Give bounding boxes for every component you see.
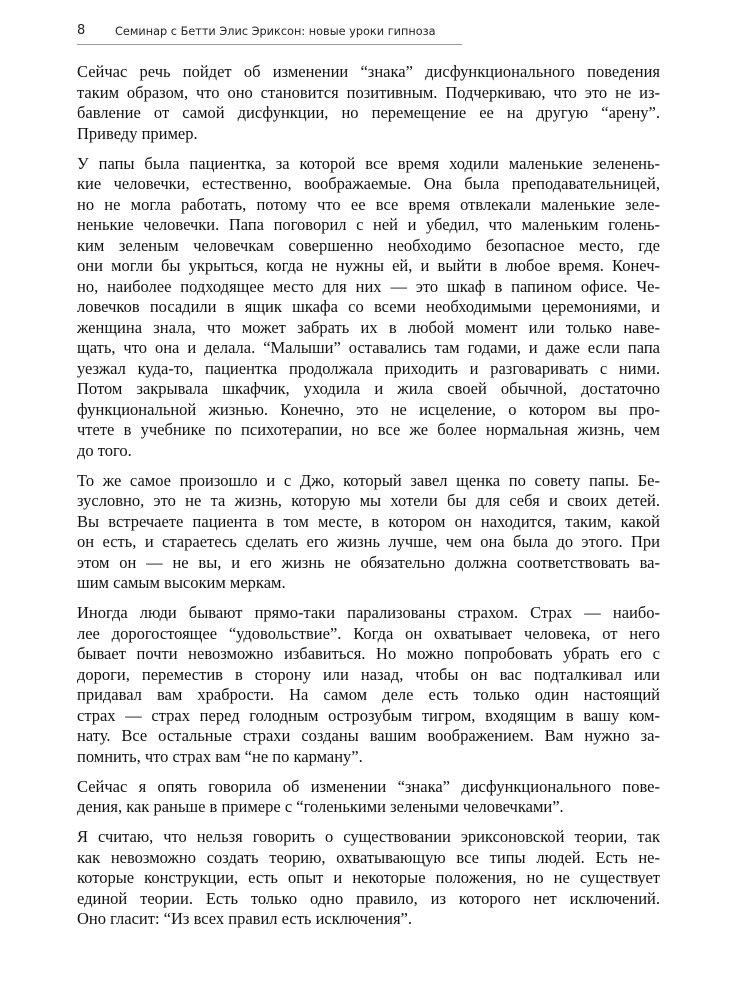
running-header [77,22,462,45]
paragraph [77,154,660,462]
text-line: У папы была пациентка, за которой все время ходили маленькие зеленень- [77,153,660,173]
text-line: до того. [77,440,132,460]
text-line: которые конструкции, есть опыт и некоторые положения, но не существует [77,868,660,887]
text-line: придавал вам храбрости. На самом деле есть только один настоящий [77,685,660,704]
text-line: чтете в учебнике по психотерапии, но все же более нормальная жизнь, чем [77,420,660,439]
text-line: ким зеленым человечкам совершенно необходимо безопасное место, где [77,235,660,255]
text-line: ловечков посадили в ящик шкафа со всеми необходимыми церемониями, и [77,297,660,316]
text-line: шим самым высоким меркам. [77,573,286,592]
page-body [77,62,660,939]
text-line: но, наиболее подходящее место для них — это шкаф в папином офисе. Че- [77,276,660,296]
text-line: единой теории. Есть только одно правило, из которого нет исключений. [77,888,660,908]
text-line: Вы встречаете пациента в том месте, в котором он находится, таким, какой [77,511,660,531]
text-line: кие человечки, естественно, воображаемые. Она была преподавательницей, [77,174,660,193]
text-line: ненькие человечки. Папа поговорил с ней и убедил, что маленьким голень- [77,215,660,234]
text-line: он есть, и стараетесь сделать его жизнь лучше, чем она была до этого. При [77,532,660,551]
text-line: таким образом, что оно становится позитивным. Подчеркиваю, что это не из- [77,82,660,102]
paragraph [77,777,660,818]
text-line: дороги, переместив в сторону или назад, чтобы он вас подталкивал или [77,664,660,684]
text-line: бавление от самой дисфункции, но перемещение ее на другую “арену”. [77,103,660,122]
text-line: Потом закрывала шкафчик, уходила и жила своей обычной, достаточно [77,379,660,398]
page-number: 8 [77,23,86,38]
text-line: щать, что она и делала. “Малыши” оставались там годами, и даже если папа [77,338,660,357]
text-line: они могли бы укрыться, когда не нужны ей, и выйти в любое время. Конеч- [77,256,660,275]
text-line: дения, как раньше в примере с “голенькими зелеными человечками”. [77,797,564,816]
text-line: лее дорогостоящее “удовольствие”. Когда он охватывает человека, от него [77,623,660,643]
text-line: помнить, что страх вам “не по карману”. [77,746,363,766]
text-line: страх — страх перед голодным острозубым тигром, входящим в вашу ком- [77,705,660,725]
text-line: уезжал куда-то, пациентка продолжала приходить и разговаривать с ними. [77,358,660,378]
paragraph [77,603,660,767]
text-line: Сейчас речь пойдет об изменении “знака” дисфункционального поведения [77,62,660,81]
paragraph [77,471,660,594]
paragraph [77,62,660,144]
text-line: бывает почти невозможно избавиться. Но можно попробовать убрать его с [77,644,660,663]
text-line: женщина знала, что может забрать их в любой момент или только наве- [77,317,660,337]
text-line: Иногда люди бывают прямо-таки парализованы страхом. Страх — наибо- [77,603,660,622]
running-title: Семинар с Бетти Элис Эриксон: новые уроки гипноза [115,25,436,38]
paragraph [77,827,660,930]
text-line: но не могла работать, потому что ее все время отвлекали маленькие зеле- [77,194,660,214]
text-line: То же самое произошло и с Джо, который завел щенка по совету папы. Бе- [77,470,660,490]
text-line: как невозможно создать теорию, охватывающую все типы людей. Есть не- [77,847,660,867]
text-line: Оно гласит: “Из всех правил есть исключения”. [77,909,412,928]
text-line: этом он — не вы, и его жизнь не обязательно должна соответствовать ва- [77,552,660,572]
text-line: нату. Все остальные страхи созданы вашим воображением. Вам нужно за- [77,726,660,745]
text-line: Я считаю, что нельзя говорить о существовании эриксоновской теории, так [77,827,660,846]
text-line: Сейчас я опять говорила об изменении “знака” дисфункционального пове- [77,776,660,796]
text-line: функциональной жизнью. Конечно, это не исцеление, о котором вы про- [77,399,660,419]
text-line: зусловно, это не та жизнь, которую мы хотели бы для себя и своих детей. [77,491,660,510]
text-line: Приведу пример. [77,123,198,143]
